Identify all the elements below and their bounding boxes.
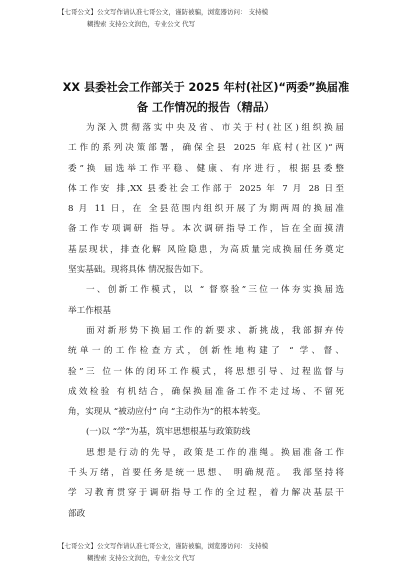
paragraph-line: 学 习教育贯穿于调研指导工作的全过程，着力解决基层干	[68, 488, 344, 499]
footer-line-2: 糊搜索 支持公文润色，专业公文 代写	[87, 554, 196, 562]
paragraph-line: 为深入贯彻落实中央及省、市关于村(社区)组织换届	[86, 123, 344, 133]
paragraph-line: 千头万绪，首要任务是统一思想、 明确规范。 我部坚持将	[68, 468, 344, 479]
document-title	[50, 78, 362, 118]
paragraph-line: 工作的系列决策部署，确保全县 2025 年底村(社区)“两	[68, 143, 344, 154]
title-line-2: 备 工作情况的报告（精品）	[136, 101, 276, 114]
paragraph-line: 8 月 11 日，在 全县范围内组织开展了为期两周的换届准	[68, 204, 344, 215]
paragraph-line: 思想是行动的先导，政策是工作的准绳。换届准备工作	[86, 447, 344, 458]
paragraph-line: 基层现状，排查化解 风险隐患，为高质量完成换届任务奠定	[68, 244, 344, 255]
footer-line-1: 【七哥公文】公文写作请认准七哥公文，谨防被骗，浏览器访问： 支持模	[58, 542, 269, 550]
section-heading-1: 一、创新工作模式，以 “ 督察验”三位一体夯实换届选	[86, 285, 344, 296]
paragraph-line: 坚实基础。现将具体 情况报告如下。	[68, 265, 209, 276]
page-header-note	[58, 6, 354, 30]
paragraph-line: 面对新形势下换届工作的新要求、新挑战，我部摒弃传	[86, 325, 344, 336]
paragraph-line: 部政	[68, 508, 86, 519]
page-footer-note	[58, 540, 354, 564]
paragraph-line: 统单一的工作检查方式，创新性地构建了 “ 学、督、	[68, 346, 344, 357]
paragraph-line: 角，实现从 “被动应付” 向 “主动作为”的根本转变。	[68, 407, 266, 418]
subsection-heading-1: (一)以 “学”为基，筑牢思想根基与政策防线	[86, 427, 251, 438]
header-line-2: 糊搜索 支持公文润色，专业公文 代写	[87, 20, 196, 28]
paragraph-line: 委”换 届选举工作平稳、健康、有序进行，根据县委整	[68, 163, 344, 174]
document-body	[68, 118, 344, 524]
section-heading-1-cont: 举工作根基	[68, 305, 111, 316]
paragraph-line: 体工作安 排,XX 县委社会工作部于 2025 年 7 月 28 日至	[68, 183, 344, 194]
paragraph-line: 备工作专项调研 指导。本次调研指导工作，旨在全面摸清	[68, 224, 344, 235]
paragraph-line: 验”三 位一体的闭环工作模式，将思想引导、过程监督与	[68, 366, 344, 377]
paragraph-line: 成效检验 有机结合，确保换届准备工作不走过场、不留死	[68, 386, 344, 397]
title-line-1: XX 县委社会工作部关于 2025 年村(社区)“两委”换届准	[62, 81, 350, 94]
header-line-1: 【七哥公文】公文写作请认准七哥公文，谨防被骗，浏览器访问： 支持模	[58, 8, 269, 16]
